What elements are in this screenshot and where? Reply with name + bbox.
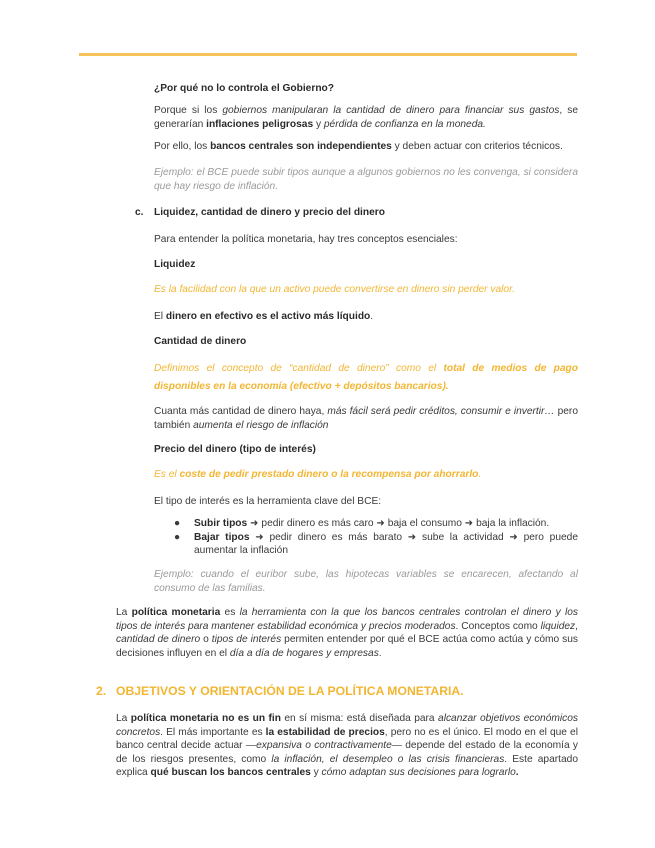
subsection-letter: c. xyxy=(135,207,144,218)
money-quantity-heading: Cantidad de dinero xyxy=(154,336,247,347)
bullet-dot: ● xyxy=(174,518,181,529)
liquidity-text: El dinero en efectivo es el activo más líquido. xyxy=(154,311,374,322)
money-quantity-text: Cuanta más cantidad de dinero haya, más fácil será pedir créditos, consumir e invertir… pero también aumenta el riesgo de inflación xyxy=(154,406,578,431)
money-quantity-definition: Definimos el concepto de “cantidad de dinero” como el total de medios de pago disponibles en la economía (efectivo + depósitos bancarios). xyxy=(154,363,579,392)
example-euribor: Ejemplo: cuando el euribor sube, las hipotecas variables se encarecen, afectando al consumo de las familias. xyxy=(154,569,578,594)
paragraph-independence: Por ello, los bancos centrales son independientes y deben actuar con criterios técnicos. xyxy=(154,141,563,152)
price-heading: Precio del dinero (tipo de interés) xyxy=(154,444,316,455)
paragraph-government: Porque si los gobiernos manipularan la cantidad de dinero para financiar sus gastos, se generarían inflaciones peligrosas y pérdida de confianza en la moneda. xyxy=(154,105,578,130)
price-definition: Es el coste de pedir prestado dinero o la recompensa por ahorrarlo. xyxy=(154,469,482,480)
summary-paragraph: La política monetaria es la herramienta con la que los bancos centrales controlan el dinero y los tipos de interés para mantener estabilidad económica y precios moderados. Conceptos como liquidez, cantidad de dinero o tipos de interés permiten entender por qué el BCE actúa como actúa y cómo sus decisiones influyen en el día a día de hogares y empresas. xyxy=(116,607,579,659)
section2-paragraph: La política monetaria no es un fin en sí misma: está diseñada para alcanzar objetivos económicos concretos. El más importante es la estabilidad de precios, pero no es el único. El modo en el que el banco central decide actuar —expansiva o contractivamente— depende del estado de la economía y de los riesgos presentes, como la inflación, el desempleo o las crisis financieras. Este apartado explica qué buscan los bancos centrales y cómo adaptan sus decisiones para lograrlo. xyxy=(116,713,578,779)
header-rule xyxy=(79,53,577,56)
subsection-title: Liquidez, cantidad de dinero y precio del dinero xyxy=(154,207,385,218)
price-text: El tipo de interés es la herramienta clave del BCE: xyxy=(154,496,382,507)
example-bce: Ejemplo: el BCE puede subir tipos aunque a algunos gobiernos no les convenga, si considera que hay riesgo de inflación. xyxy=(154,167,578,192)
liquidity-definition: Es la facilidad con la que un activo puede convertirse en dinero sin perder valor. xyxy=(154,284,515,295)
bullet-dot: ● xyxy=(174,531,181,543)
list-item: ● Bajar tipos ➜ pedir dinero es más barato ➜ sube la actividad ➜ pero puede aumentar la inflación xyxy=(174,531,578,557)
list-item: ● Subir tipos ➜ pedir dinero es más caro ➜ baja el consumo ➜ baja la inflación. xyxy=(174,518,550,529)
interest-bullets xyxy=(174,517,578,558)
section-heading: 2. OBJETIVOS Y ORIENTACIÓN DE LA POLÍTICA MONETARIA. xyxy=(96,684,464,698)
liquidity-heading: Liquidez xyxy=(154,259,196,270)
question-heading: ¿Por qué no lo controla el Gobierno? xyxy=(154,83,334,94)
concepts-intro: Para entender la política monetaria, hay tres conceptos esenciales: xyxy=(154,234,458,245)
